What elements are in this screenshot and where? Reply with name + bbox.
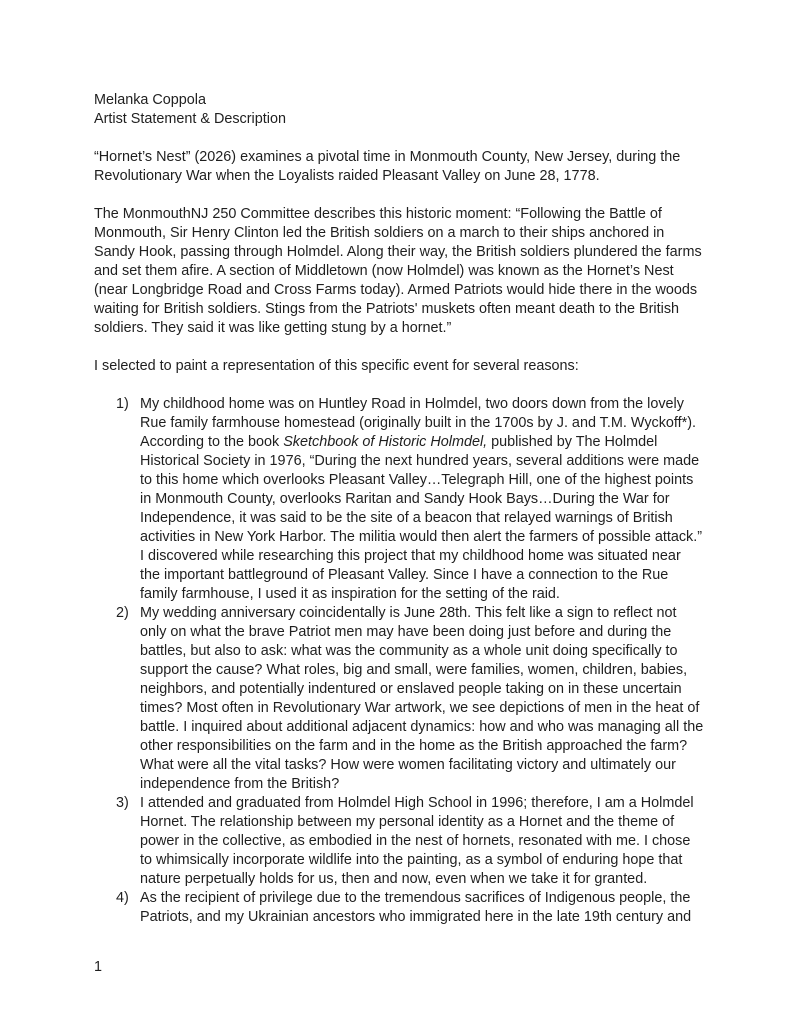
list-item-text: My wedding anniversary coincidentally is June 28th. This felt like a sign to reflect not only on what the brave Patriot men may have been doing just before and during the battles, but also to ask: what was the community as a whole unit doing specifically to support the cause? What roles, big and small, were families, women, children, babies, neighbors, and potentially indentured or enslaved people taking on in these uncertain times? Most often in Revolutionary War artwork, we see depictions of men in the heat of battle. I inquired about additional adjacent dynamics: how and who was managing all the other responsibilities on the farm and in the home as the British approached the farm? What were all the vital tasks? How were women facilitating victory and ultimately our independence from the British? <box>140 605 704 792</box>
list-item <box>94 604 704 794</box>
intro-paragraph: “Hornet’s Nest” (2026) examines a pivotal time in Monmouth County, New Jersey, during the Revolutionary War when the Loyalists raided Pleasant Valley on June 28, 1778. <box>94 149 681 184</box>
page-number: 1 <box>94 959 103 975</box>
list-item <box>94 794 704 889</box>
list-item-text: published by The Holmdel Historical Society in 1976, “During the next hundred years, several additions were made to this home which overlooks Pleasant Valley…Telegraph Hill, one of the highest points in Monmouth County, overlooks Raritan and Sandy Hook Bays…During the War for Independence, it was said to be the site of a beacon that relayed warnings of British activities in New York Harbor. The militia would then alert the farmers of possible attack.” I discovered while researching this project that my childhood home was situated near the important battleground of Pleasant Valley. Since I have a connection to the Rue family farmhouse, I used it as inspiration for the setting of the raid. <box>140 434 703 602</box>
list-item-number: 1) <box>116 396 129 412</box>
list-item-text: As the recipient of privilege due to the tremendous sacrifices of Indigenous people, the Patriots, and my Ukrainian ancestors who immigrated here in the late 19th century and <box>140 890 692 925</box>
list-item-number: 2) <box>116 605 129 621</box>
document-body <box>94 91 704 927</box>
list-item-text: My childhood home was on Huntley Road in Holmdel, two doors down from the lovely Rue family farmhouse homestead (originally built in the 1700s by J. and T.M. Wyckoff*). According to the book <box>140 396 697 450</box>
list-item <box>94 889 704 927</box>
list-item-number: 4) <box>116 890 129 906</box>
list-item-number: 3) <box>116 795 129 811</box>
author-name: Melanka Coppola <box>94 92 206 108</box>
reasons-list <box>94 395 704 927</box>
list-item <box>94 395 704 604</box>
book-title: Sketchbook of Historic Holmdel, <box>283 434 488 450</box>
list-item-text: I attended and graduated from Holmdel High School in 1996; therefore, I am a Holmdel Hornet. The relationship between my personal identity as a Hornet and the theme of power in the collective, as embodied in the nest of hornets, resonated with me. I chose to whimsically incorporate wildlife into the painting, as a symbol of enduring hope that nature perpetually holds for us, then and now, even when we take it for granted. <box>140 795 694 887</box>
committee-paragraph: The MonmouthNJ 250 Committee describes this historic moment: “Following the Battle of Monmouth, Sir Henry Clinton led the British soldiers on a march to their ships anchored in Sandy Hook, passing through Holmdel. Along their way, the British soldiers plundered the farms and set them afire. A section of Middletown (now Holmdel) was known as the Hornet’s Nest (near Longbridge Road and Cross Farms today). Armed Patriots would hide there in the woods waiting for British soldiers. Stings from the Patriots' muskets often meant death to the British soldiers. They said it was like getting stung by a hornet.” <box>94 206 702 336</box>
reasons-intro: I selected to paint a representation of this specific event for several reasons: <box>94 358 579 374</box>
document-subtitle: Artist Statement & Description <box>94 111 286 127</box>
